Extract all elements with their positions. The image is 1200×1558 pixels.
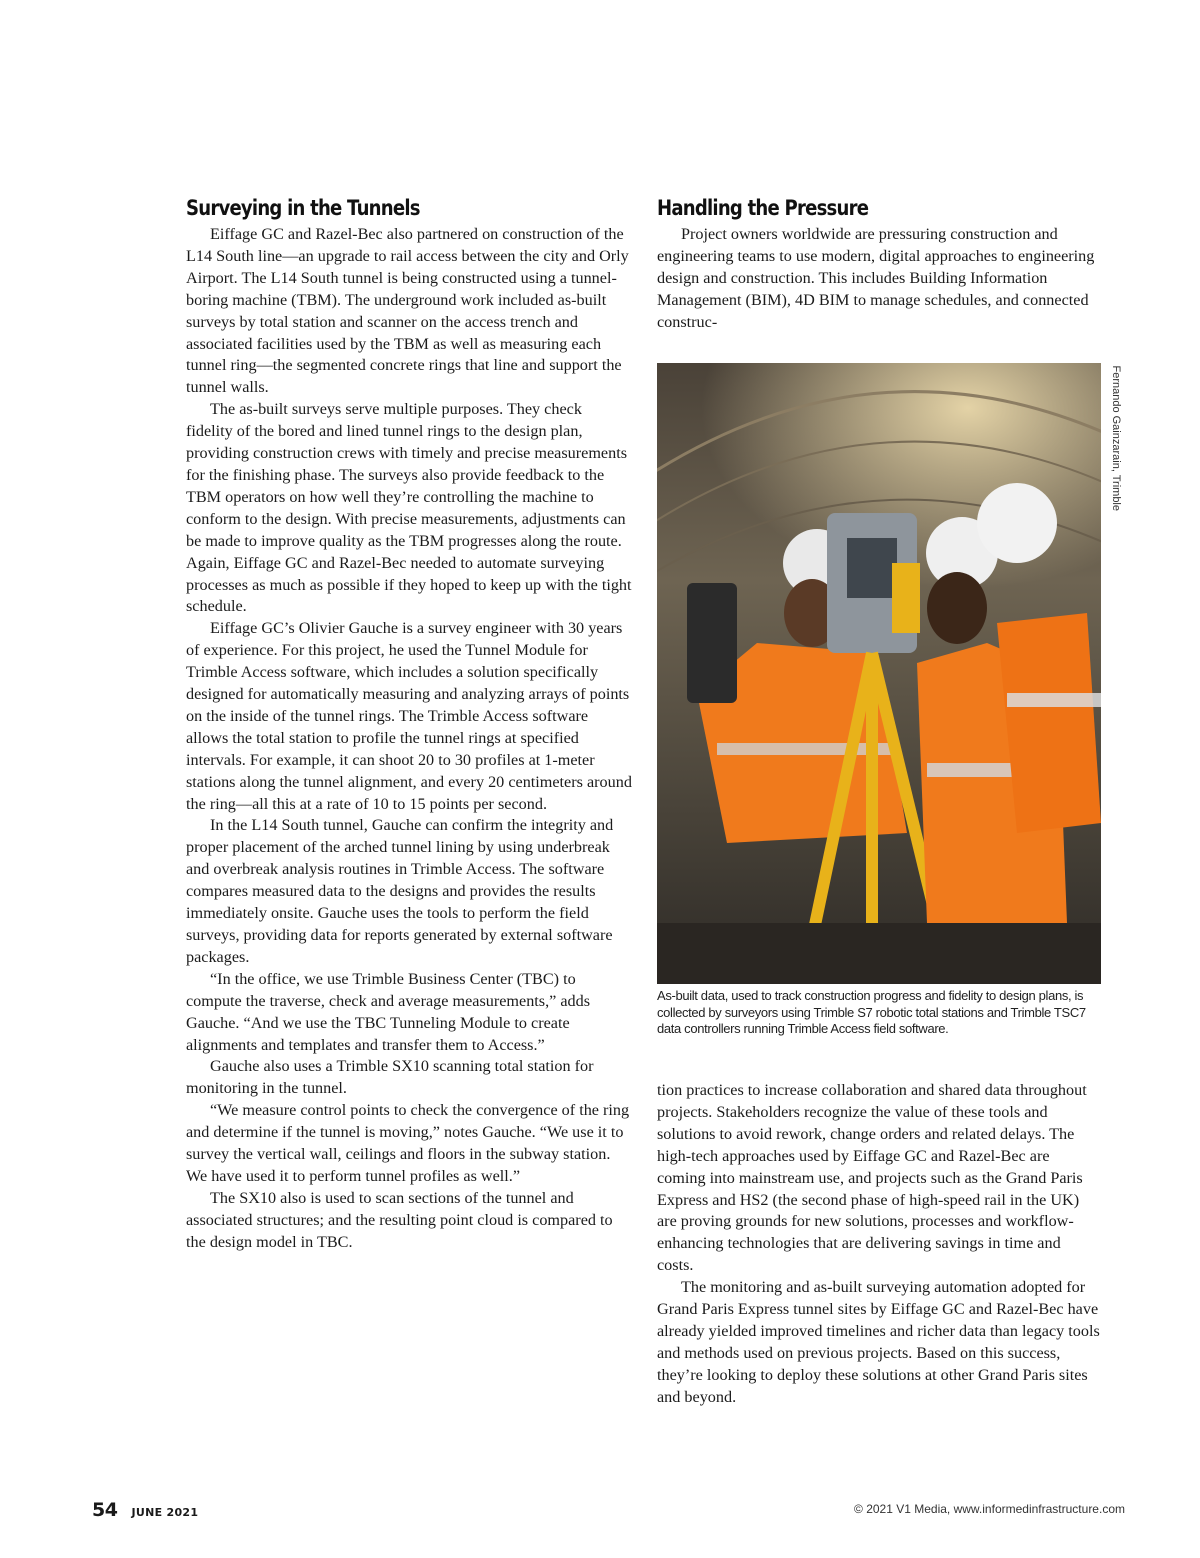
body-paragraph: The SX10 also is used to scan sections of the tunnel and associated structures; and the resulting point cloud is compared to the design model in TBC. xyxy=(186,1188,613,1251)
right-column-top xyxy=(657,196,1101,334)
reflective-stripe xyxy=(1007,693,1101,707)
left-column xyxy=(186,196,632,1254)
body-paragraph: Eiffage GC’s Olivier Gauche is a survey engineer with 30 years of experience. For this project, he used the Tunnel Module for Trimble Access software, which includes a solution specifically designed for automatically measuring and analyzing arrays of points on the inside of the tunnel rings. The Trimble Access software allows the total station to profile the tunnel rings at specified intervals. For example, it can shoot 20 to 30 profiles at 1-meter stations along the tunnel alignment, and every 20 centimeters around the ring—all this at a rate of 10 to 15 points per second. xyxy=(186,619,632,813)
copyright-notice: © 2021 V1 Media, www.informedinfrastructure.com xyxy=(854,1502,1125,1516)
body-paragraph: “In the office, we use Trimble Business Center (TBC) to compute the traverse, check and average measurements,” adds Gauche. “And we use the TBC Tunneling Module to create alignments and templates and transfer them to Access.” xyxy=(186,969,591,1054)
total-station-lens xyxy=(847,538,897,598)
body-paragraph: tion practices to increase collaboration and shared data throughout projects. Stakeholders recognize the value of these tools and solutions to avoid rework, change orders and related delays. The high-tech approaches used by Eiffage GC and Razel-Bec are coming into mainstream use, and projects such as the Grand Paris Express and HS2 (the second phase of high-speed rail in the UK) are proving grounds for new solutions, processes and workflow-enhancing technologies that are delivering savings in time and costs. xyxy=(657,1081,1087,1275)
section-heading-surveying: Surveying in the Tunnels xyxy=(186,196,420,220)
surveyors-illustration xyxy=(657,363,1101,984)
right-column-bottom xyxy=(657,1080,1101,1409)
issue-date: JUNE 2021 xyxy=(131,1506,199,1519)
body-paragraph: Project owners worldwide are pressuring construction and engineering teams to use modern, digital approaches to engineering design and construction. This includes Building Information Management (BIM), 4D BIM to manage schedules, and connected construc- xyxy=(657,225,1095,331)
body-paragraph: In the L14 South tunnel, Gauche can confirm the integrity and proper placement of the arched tunnel lining by using underbreak and overbreak analysis routines in Trimble Access. The software compares measured data to the designs and provides the results immediately onsite. Gauche uses the tools to perform the field surveys, providing data for reports generated by external software packages. xyxy=(186,816,614,966)
total-station-side xyxy=(892,563,920,633)
helmet-back xyxy=(977,483,1057,563)
body-paragraph: The monitoring and as-built surveying automation adopted for Grand Paris Express tunnel sites by Eiffage GC and Razel-Bec have already yielded improved timelines and richer data than legacy tools and methods used on previous projects. Based on this success, they’re looking to deploy these solutions at other Grand Paris sites and beyond. xyxy=(657,1278,1100,1406)
survey-photo xyxy=(657,363,1101,984)
body-paragraph: “We measure control points to check the convergence of the ring and determine if the tunnel is moving,” notes Gauche. “We use it to survey the vertical wall, ceilings and floors in the subway station. We have used it to perform tunnel profiles as well.” xyxy=(186,1101,630,1185)
tunnel-floor xyxy=(657,923,1101,984)
body-paragraph: The as-built surveys serve multiple purposes. They check fidelity of the bored and lined tunnel rings to the design plan, providing construction crews with timely and precise measurements for the finishing phase. The surveys also provide feedback to the TBM operators on how well they’re controlling the machine to conform to the design. With precise measurements, adjustments can be made to improve quality as the TBM progresses along the route. Again, Eiffage GC and Razel-Bec needed to automate surveying processes as much as possible if they hoped to keep up with the tight schedule. xyxy=(186,400,632,616)
body-paragraph: Gauche also uses a Trimble SX10 scanning total station for monitoring in the tunnel. xyxy=(186,1057,594,1098)
face-right xyxy=(927,572,987,644)
body-paragraph: Eiffage GC and Razel-Bec also partnered on construction of the L14 South line—an upgrade to rail access between the city and Orly Airport. The L14 South tunnel is being constructed using a tunnel-boring machine (TBM). The underground work included as-built surveys by total station and scanner on the access trench and associated facilities used by the TBM as well as measuring each tunnel ring—the segmented concrete rings that line and support the tunnel walls. xyxy=(186,225,629,397)
section-heading-pressure: Handling the Pressure xyxy=(657,196,869,220)
page-number: 54 xyxy=(92,1499,118,1521)
footer-left xyxy=(92,1499,198,1521)
figure-caption: As-built data, used to track construction progress and fidelity to design plans, is collected by surveyors using Trimble S7 robotic total stations and Trimble TSC7 data controllers running Trimble Access field software. xyxy=(657,988,1086,1036)
photo-credit: Fernando Gainzarain, Trimble xyxy=(1110,365,1122,511)
data-controller xyxy=(687,583,737,703)
